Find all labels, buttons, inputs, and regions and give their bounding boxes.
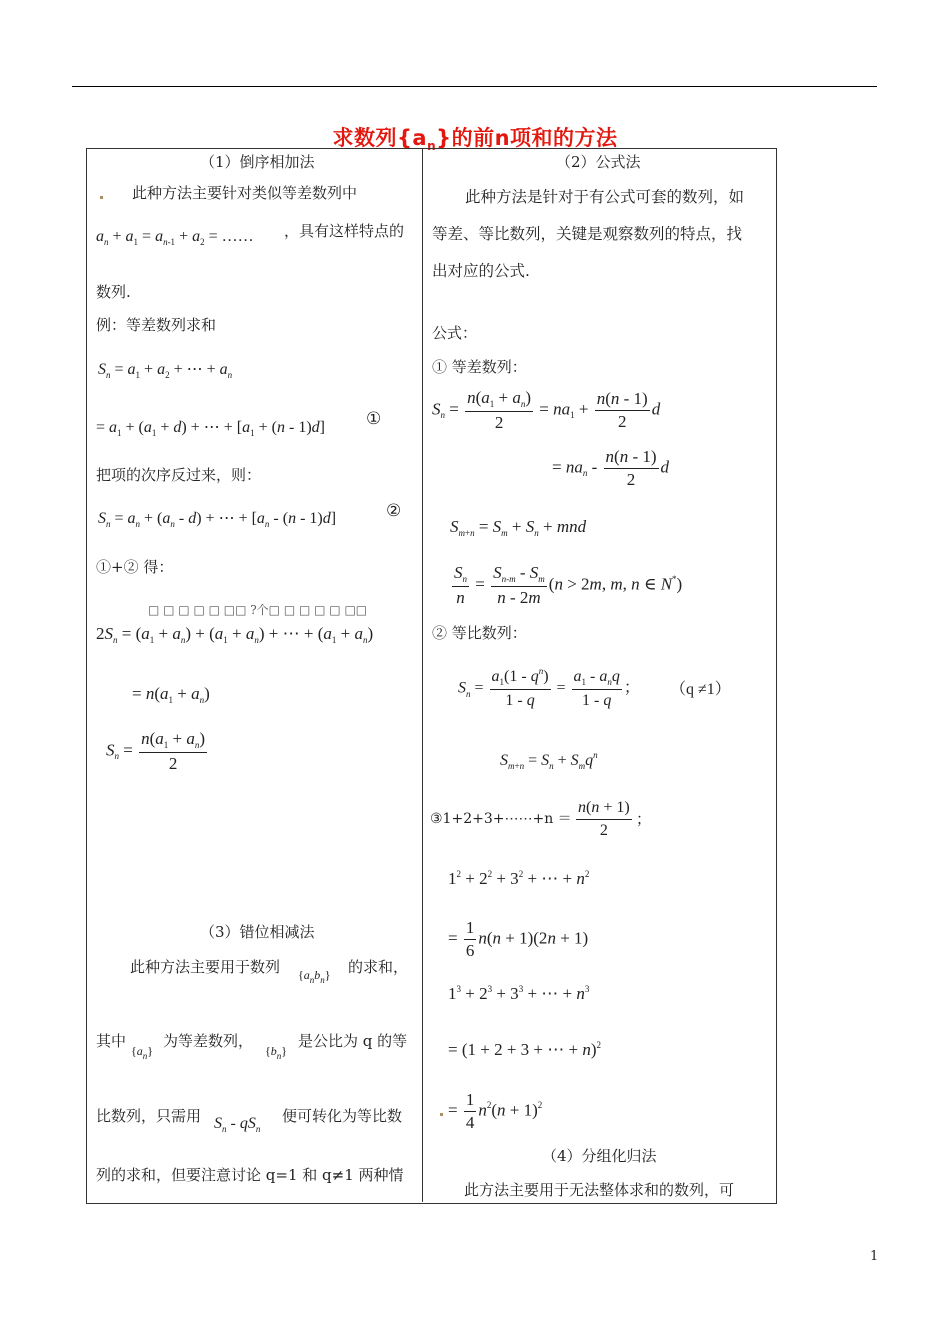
formula-intro-1: 此种方法是针对于有公式可套的数列，如 bbox=[465, 188, 745, 206]
formula-squares: $1^2 + 2^2 + 3^2$ + ⋯ + $n^2$ bbox=[448, 869, 590, 888]
example-label: 例：等差数列求和 bbox=[96, 316, 217, 334]
method3-line4: 列的求和，但要注意讨论 q=1 和 q≠1 两种情 bbox=[96, 1166, 404, 1184]
semicolon: ； bbox=[636, 810, 652, 828]
formula-cubes-final: = $\frac{1}{4}$ $n^2(n + 1)^2$ bbox=[448, 1090, 543, 1132]
formula-sn-result: $S_n$ = $\frac{n(a_1 + a_n)}{2}$ bbox=[106, 729, 206, 773]
formula-arith-sum-alt: = $na_n$ - $\frac{n(n - 1)}{2}$ d bbox=[552, 447, 670, 489]
formula-smn: $S_{m+n} = S_m + S_n$ + mnd bbox=[450, 517, 587, 538]
formula-cubes-result: = (1 + 2 + 3 + ⋯ + n)$^2$ bbox=[448, 1040, 602, 1059]
header-rule bbox=[72, 86, 877, 87]
formula-sn-ratio: $\frac{S_n}{n}$ = $\frac{S_{n-m} - S_m}{n - 2m}$ (n > 2m, m, n ∈ N*) bbox=[454, 563, 683, 607]
method3-line1a: 此种方法主要用于数列 bbox=[130, 958, 281, 976]
method3-line1b: 的求和， bbox=[348, 958, 409, 976]
reverse-text: 把项的次序反过来，则： bbox=[96, 466, 262, 484]
formula-intro-2: 等差、等比数列，关键是观察数列的特点，找 bbox=[432, 225, 743, 243]
table-divider bbox=[422, 148, 423, 1202]
q-condition: （q ≠1） bbox=[670, 681, 731, 698]
formula-sum-natural: $\frac{n(n + 1)}{2}$ bbox=[578, 799, 630, 839]
bullet-icon bbox=[440, 1113, 443, 1116]
sum-natural-label: ③1+2+3+⋯⋯+n ＝ bbox=[430, 811, 572, 827]
formula-geo-sum: $S_n$ = $\frac{a_1(1 - q^n)}{1 - q}$ = $\frac{a_1 - a_nq}{1 - q}$ ； bbox=[458, 666, 640, 709]
intro-text: 此种方法主要针对类似等差数列中 bbox=[132, 184, 358, 202]
formula-sn-reverse: $S_n = a_n + (a_n - d)$ + ⋯ + $[a_n - (n - 1)d]$ bbox=[98, 510, 337, 529]
arithmetic-label: ① 等差数列： bbox=[432, 358, 527, 376]
formula-anbn: $\{a_nb_n\}$ bbox=[298, 968, 331, 985]
method3-line3a: 比数列，只需用 bbox=[96, 1107, 202, 1125]
section-heading-formula: （2）公式法 bbox=[556, 153, 641, 171]
method3-line2b: 为等差数列， bbox=[163, 1032, 254, 1050]
formula-sn-expand: = $a_1 + (a_1 + d)$ + ⋯ + $[a_1 + (n - 1)d]$ bbox=[96, 419, 325, 438]
formula-an-set: $\{a_n\}$ bbox=[131, 1044, 154, 1061]
grouping-text: 此方法主要用于无法整体求和的数列，可 bbox=[464, 1181, 735, 1199]
page-title: 求数列$\{a_n\}$的前n项和的方法 bbox=[332, 126, 618, 154]
formulas-label: 公式： bbox=[432, 324, 478, 342]
formula-2sn-result: = $n(a_1 + a_n)$ bbox=[132, 684, 210, 705]
formula-intro-3: 出对应的公式. bbox=[432, 262, 530, 280]
formula-geo-smn: $S_{m+n} = S_n + S_mq^n$ bbox=[500, 750, 598, 771]
formula-cubes: $1^3 + 2^3 + 3^3$ + ⋯ + $n^3$ bbox=[448, 984, 590, 1003]
section-heading-reverse-add: （1）倒序相加法 bbox=[200, 153, 315, 171]
formula-2sn: $2S_n = (a_1 + a_n) + (a_1 + a_n)$ + ⋯ + $(a_1 + a_n)$ bbox=[96, 624, 374, 645]
sum-label: ①+② 得： bbox=[96, 558, 174, 576]
formula-sn-def: $S_n = a_1 + a_2$ + ⋯ + $a_n$ bbox=[98, 361, 233, 380]
formula-sn-qsn: $S_n - qS_n$ bbox=[214, 1115, 261, 1134]
circle-one: ① bbox=[366, 409, 382, 429]
formula-symmetry: $a_n + a_1 = a_{n-1} + a_2$ = …… bbox=[96, 228, 254, 247]
formula-bn-set: $\{b_n\}$ bbox=[265, 1044, 288, 1061]
section-heading-grouping: （4）分组化归法 bbox=[542, 1147, 657, 1165]
formula-squares-result: = $\frac{1}{6}$ n(n + 1)(2n + 1) bbox=[448, 918, 589, 960]
page-number: 1 bbox=[870, 1249, 879, 1264]
method3-line2a: 其中 bbox=[96, 1032, 127, 1050]
method3-line2c: 是公比为 q 的等 bbox=[298, 1032, 408, 1050]
section-heading-misalign-sub: （3）错位相减法 bbox=[200, 923, 315, 941]
geometric-label: ② 等比数列： bbox=[432, 624, 527, 642]
formula-arith-sum: $S_n$ = $\frac{n(a_1 + a_n)}{2}$ = $na_1$ + $\frac{n(n - 1)}{2}$ d bbox=[432, 388, 661, 432]
intro-tail: ，具有这样特点的 bbox=[284, 222, 405, 240]
circle-two: ② bbox=[386, 501, 402, 521]
method3-line3b: 便可转化为等比数 bbox=[282, 1107, 403, 1125]
garbled-text: □ □ □ □ □ □□ ?个□ □ □ □ □ □□ bbox=[148, 603, 368, 617]
bullet-icon bbox=[100, 196, 103, 199]
intro-end: 数列. bbox=[96, 283, 131, 301]
